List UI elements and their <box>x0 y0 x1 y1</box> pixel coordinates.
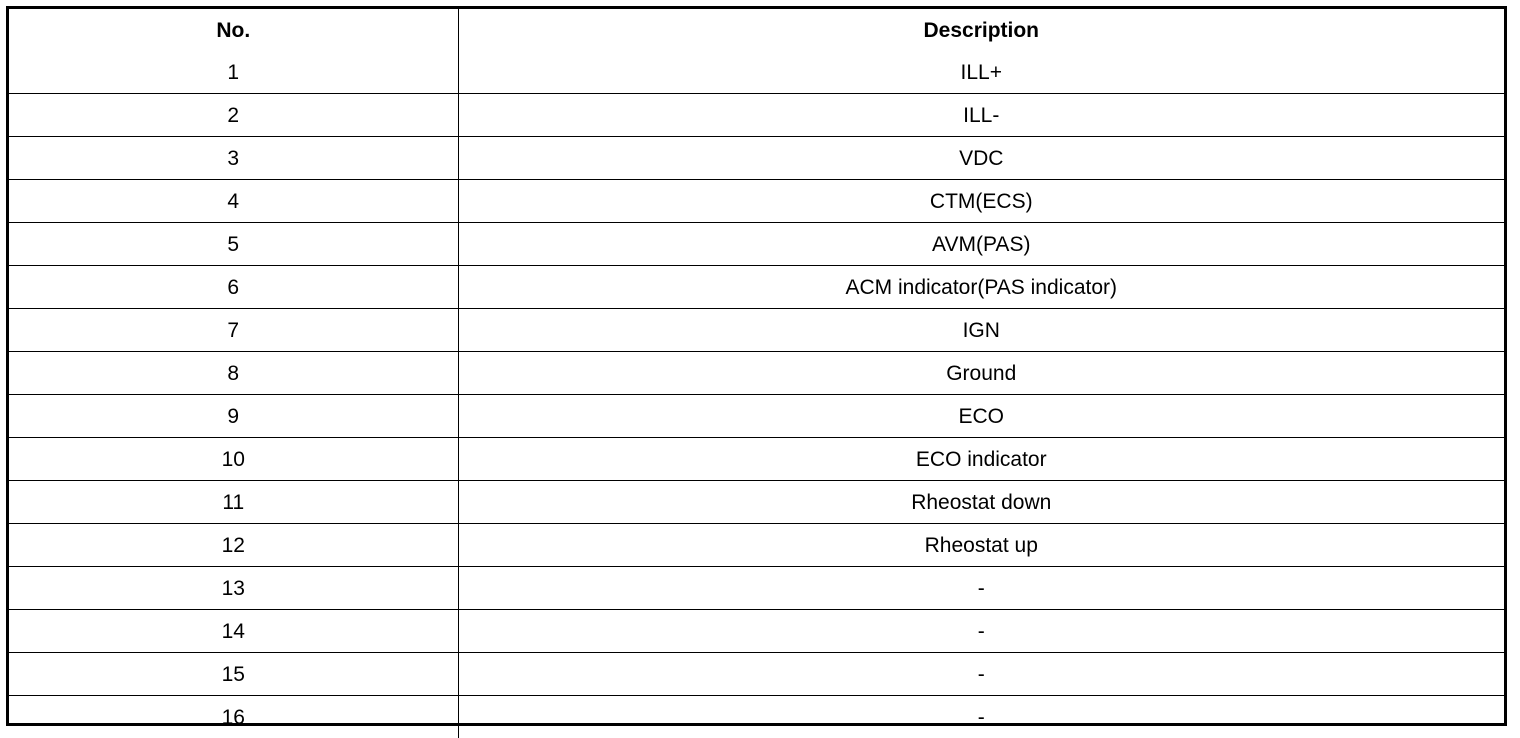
table-row <box>9 137 1504 180</box>
cell-no: 14 <box>9 610 458 653</box>
table-header-row <box>9 9 1504 51</box>
cell-no: 8 <box>9 352 458 395</box>
cell-no: 15 <box>9 653 458 696</box>
cell-description: ECO indicator <box>458 438 1504 481</box>
cell-no: 5 <box>9 223 458 266</box>
cell-description: Rheostat up <box>458 524 1504 567</box>
cell-description: AVM(PAS) <box>458 223 1504 266</box>
table-row <box>9 653 1504 696</box>
table-row <box>9 438 1504 481</box>
cell-description: - <box>458 567 1504 610</box>
table-row <box>9 567 1504 610</box>
cell-description: ACM indicator(PAS indicator) <box>458 266 1504 309</box>
cell-no: 3 <box>9 137 458 180</box>
table-row <box>9 94 1504 137</box>
cell-no: 11 <box>9 481 458 524</box>
header-description: Description <box>458 9 1504 51</box>
table-row <box>9 266 1504 309</box>
cell-description: ILL+ <box>458 51 1504 94</box>
cell-description: Ground <box>458 352 1504 395</box>
table-row <box>9 309 1504 352</box>
table-row <box>9 223 1504 266</box>
table-row <box>9 524 1504 567</box>
cell-no: 16 <box>9 696 458 738</box>
cell-description: - <box>458 653 1504 696</box>
table-row <box>9 180 1504 223</box>
table-row <box>9 610 1504 653</box>
cell-description: ECO <box>458 395 1504 438</box>
cell-no: 2 <box>9 94 458 137</box>
cell-no: 4 <box>9 180 458 223</box>
table-row <box>9 696 1504 738</box>
table-row <box>9 51 1504 94</box>
cell-no: 13 <box>9 567 458 610</box>
header-no: No. <box>9 9 458 51</box>
cell-description: CTM(ECS) <box>458 180 1504 223</box>
table-row <box>9 352 1504 395</box>
cell-description: VDC <box>458 137 1504 180</box>
cell-no: 7 <box>9 309 458 352</box>
table-row <box>9 481 1504 524</box>
cell-no: 9 <box>9 395 458 438</box>
cell-no: 12 <box>9 524 458 567</box>
cell-description: - <box>458 696 1504 738</box>
pin-description-table <box>9 9 1504 738</box>
cell-no: 6 <box>9 266 458 309</box>
table-row <box>9 395 1504 438</box>
cell-description: - <box>458 610 1504 653</box>
cell-description: Rheostat down <box>458 481 1504 524</box>
cell-no: 1 <box>9 51 458 94</box>
cell-description: ILL- <box>458 94 1504 137</box>
cell-description: IGN <box>458 309 1504 352</box>
cell-no: 10 <box>9 438 458 481</box>
pin-description-table-container <box>6 6 1507 726</box>
